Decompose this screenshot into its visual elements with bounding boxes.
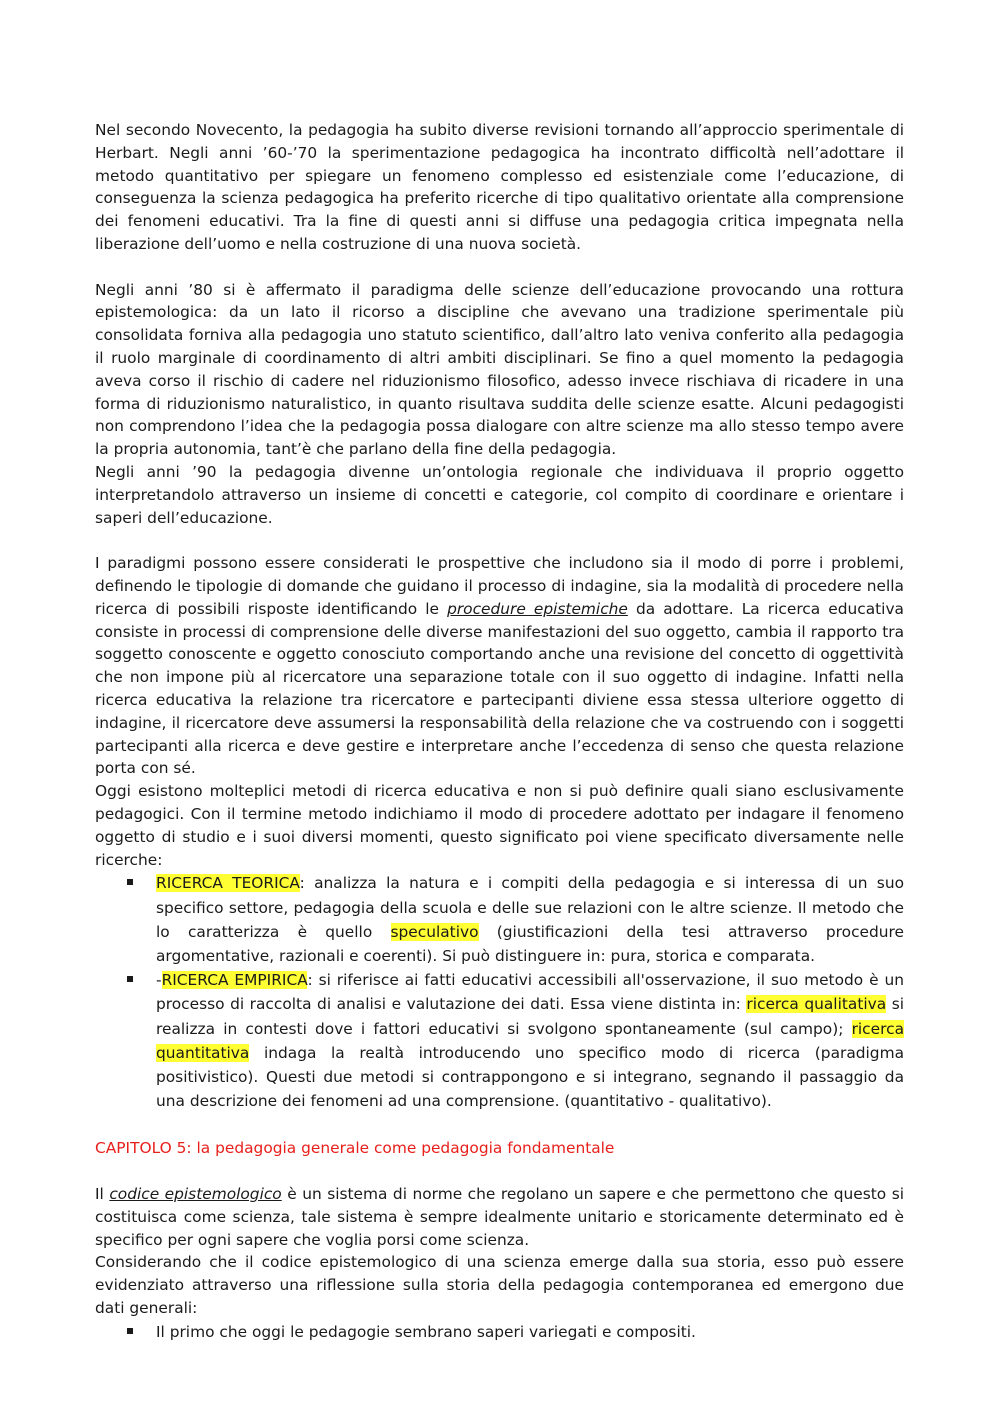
text-run: da adottare. La ricerca educativa consiste in processi di comprensione delle diverse manifestazioni del suo oggetto, cambia il rapporto tra soggetto conoscente e oggetto conosciuto comportando anche una revisione del concetto di oggettività che non impone più al ricercatore una separazione totale con il suo oggetto di indagine. Infatti nella ricerca educativa la relazione tra ricercatore e partecipanti diviene essa stessa ulteriore oggetto di indagine, il ricercatore deve assumersi la responsabilità della relazione che va costruendo con i soggetti partecipanti alla ricerca e deve gestire e interpretare anche l’eccedenza di senso che questa relazione porta con sé.: [95, 599, 904, 778]
highlight-ricerca-qualitativa: ricerca qualitativa: [746, 995, 887, 1014]
list-item-ricerca-empirica: [156, 968, 904, 1113]
paragraph-gap: [95, 1160, 904, 1183]
term-procedure-epistemiche: procedure epistemiche: [447, 599, 628, 618]
paragraph-gap: [95, 256, 904, 279]
paragraph-anni-90: Negli anni ’90 la pedagogia divenne un’ontologia regionale che individuava il proprio oggetto interpretandolo attraverso un insieme di concetti e categorie, col compito di coordinare e orientare i saperi dell’educazione.: [95, 462, 904, 527]
chapter-heading: CAPITOLO 5: la pedagogia generale come pedagogia fondamentale: [95, 1139, 615, 1158]
highlight-ricerca-quantitativa: ricerca quantitativa: [156, 1019, 904, 1062]
text-run: Il: [95, 1184, 110, 1203]
paragraph-codice-epistemologico: [95, 1183, 904, 1251]
paragraph-considerando: Considerando che il codice epistemologico di una scienza emerge dalla sua storia, esso può essere evidenziato attraverso una riflessione sulla storia della pedagogia contemporanea ed emergono due dati generali:: [95, 1253, 904, 1317]
paragraph-metodi: Oggi esistono molteplici metodi di ricerca educativa e non si può definire quali siano esclusivamente pedagogici. Con il termine metodo indichiamo il modo di procedere adottato per indagare il fenomeno oggetto di studio e i suoi diversi momenti, questo significato poi viene specificato diversamente nelle ricerche:: [95, 782, 904, 869]
paragraph-paradigmi: [95, 552, 904, 780]
highlight-ricerca-teorica: RICERCA TEORICA: [156, 874, 300, 893]
paragraph-gap: [95, 1113, 904, 1137]
highlight-ricerca-empirica: RICERCA EMPIRICA: [161, 971, 308, 990]
text-run: si realizza in contesti dove i fattori educativi si svolgono spontaneamente (sul campo);: [156, 995, 904, 1038]
text-run: : analizza la natura e i compiti della pedagogia e si interessa di un suo specifico settore, pedagogia della scuola e delle sue relazioni con le altre scienze. Il metodo che lo caratterizza è quello: [156, 874, 904, 941]
text-run: : si riferisce ai fatti educativi accessibili all'osservazione, il suo metodo è un processo di raccolta di analisi e valutazione dei dati. Essa viene distinta in:: [156, 971, 904, 1014]
paragraph-gap: [95, 529, 904, 552]
general-data-list: [95, 1320, 904, 1344]
text-run: I paradigmi possono essere considerati le prospettive che includono sia il modo di porre i problemi, definendo le tipologie di domande che guidano il processo di indagine, sia la modalità di procedere nella ricerca di possibili risposte identificando le: [95, 554, 904, 618]
term-codice-epistemologico: codice epistemologico: [109, 1184, 282, 1203]
paragraph-anni-80: Negli anni ’80 si è affermato il paradigma delle scienze dell’educazione provocando una rottura epistemologica: da un lato il ricorso a discipline che avevano una tradizione sperimentale più consolidata forniva alla pedagogia uno statuto scientifico, dall’altro lato veniva conferito alla pedagogia il ruolo marginale di coordinamento di altri ambiti disciplinari. Se fino a quel momento la pedagogia aveva corso il rischio di cadere nel riduzionismo filosofico, adesso invece rischiava di ricadere in una forma di riduzionismo naturalistico, in quanto risultava suddita delle scienze esatte. Alcuni pedagogisti non comprendono l’idea che la pedagogia possa dialogare con altre scienze ma allo stesso tempo avere la propria autonomia, tant’è che parlano della fine della pedagogia.: [95, 280, 904, 459]
paragraph-novecento: Nel secondo Novecento, la pedagogia ha subito diverse revisioni tornando all’approccio sperimentale di Herbart. Negli anni ’60-’70 la sperimentazione pedagogica ha incontrato difficoltà nell’adottare il metodo quantitativo per spiegare un fenomeno complesso ed esistenziale come l’educazione, di conseguenza la scienza pedagogica ha preferito ricerche di tipo qualitativo orientate alla comprensione dei fenomeni educativi. Tra la fine di questi anni si diffuse una pedagogia critica impegnata nella liberazione dell’uomo e nella costruzione di una nuova società.: [95, 121, 904, 253]
research-types-list: [95, 871, 904, 1113]
text-run: (giustificazioni della tesi attraverso procedure argomentative, razionali e coerenti). Si può distinguere in: pura, storica e comparata.: [156, 922, 904, 965]
list-item-primo: Il primo che oggi le pedagogie sembrano saperi variegati e compositi.: [156, 1320, 904, 1344]
text-run: -: [156, 971, 162, 990]
text-run: indaga la realtà introducendo uno specifico modo di ricerca (paradigma positivistico). Questi due metodi si contrappongono e si integrano, segnando il passaggio da una descrizione dei fenomeni ad una comprensione. (quantitativo - qualitativo).: [156, 1043, 904, 1111]
list-item-ricerca-teorica: [156, 871, 904, 968]
text-run: è un sistema di norme che regolano un sapere e che permettono che questo si costituisca come scienza, tale sistema è sempre idealmente unitario e storicamente determinato ed è specifico per ogni sapere che voglia porsi come scienza.: [95, 1184, 904, 1249]
highlight-speculativo: speculativo: [390, 922, 479, 941]
